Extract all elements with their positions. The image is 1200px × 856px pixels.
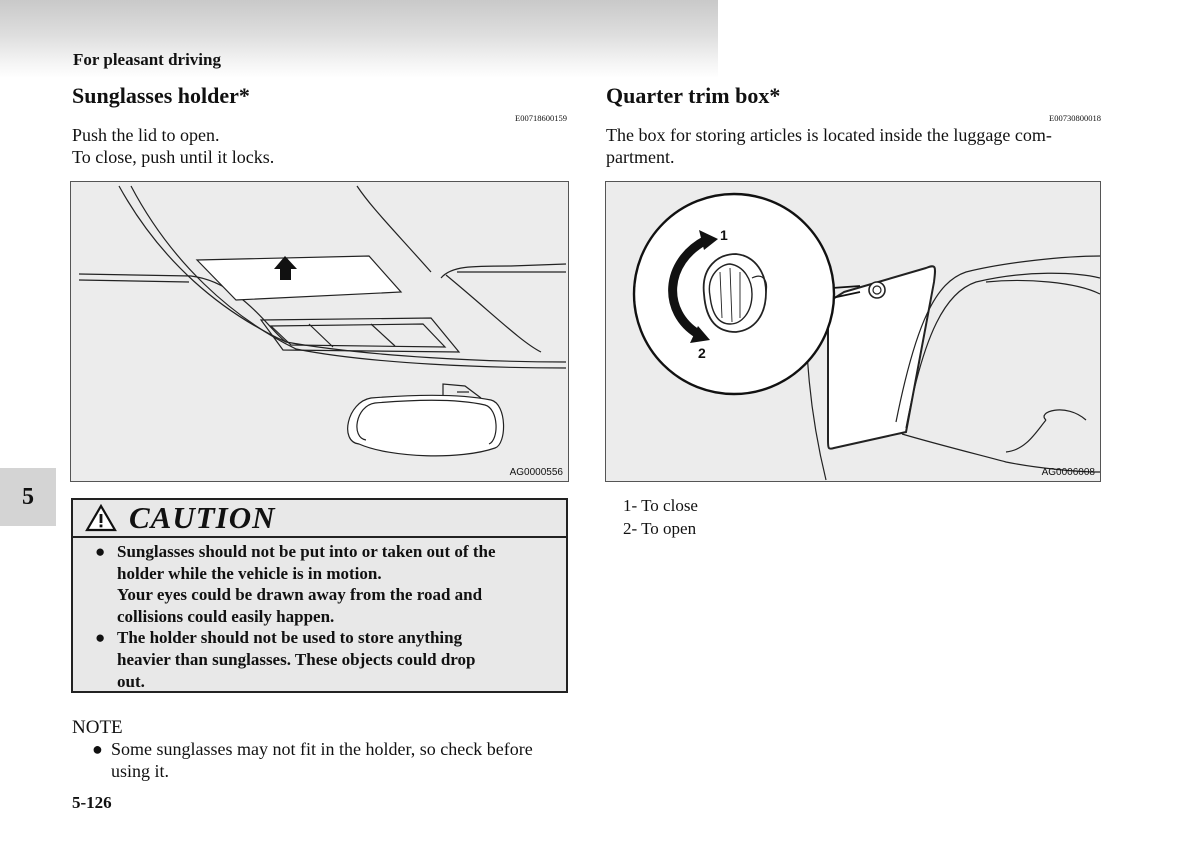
callout-2: 2 bbox=[698, 345, 706, 361]
quarter-trim-box-code: E00730800018 bbox=[1049, 113, 1101, 123]
caution-box bbox=[71, 498, 568, 693]
bullet-icon: ● bbox=[92, 739, 103, 759]
caution-item-1-line-1: Sunglasses should not be put into or taken out of the bbox=[117, 542, 496, 561]
sunglasses-holder-text bbox=[72, 124, 274, 168]
note-title: NOTE bbox=[72, 717, 123, 738]
sunglasses-holder-line-2: To close, push until it locks. bbox=[72, 147, 275, 167]
sunglasses-holder-line-1: Push the lid to open. bbox=[72, 125, 220, 145]
caution-title: CAUTION bbox=[129, 500, 276, 535]
note-item bbox=[92, 738, 570, 782]
warning-triangle-icon bbox=[85, 504, 117, 532]
chapter-tab: 5 bbox=[0, 468, 56, 526]
legend-item-open: 2- To open bbox=[623, 519, 697, 538]
page-number: 5-126 bbox=[72, 793, 112, 812]
sunglasses-holder-figure bbox=[70, 181, 569, 482]
section-label: For pleasant driving bbox=[73, 50, 221, 69]
caution-item-1-line-2: holder while the vehicle is in motion. bbox=[117, 563, 382, 583]
quarter-trim-figure-code: AG0006008 bbox=[1041, 467, 1095, 478]
note-text: Some sunglasses may not fit in the holder, so check before using it. bbox=[111, 739, 533, 781]
caution-body bbox=[73, 538, 566, 692]
legend-item-close: 1- To close bbox=[623, 496, 698, 515]
callout-1: 1 bbox=[720, 227, 728, 243]
caution-item-1-line-4: collisions could easily happen. bbox=[117, 606, 335, 626]
caution-header bbox=[73, 500, 566, 538]
bullet-icon: ● bbox=[95, 628, 106, 648]
bullet-icon: ● bbox=[95, 542, 106, 561]
quarter-trim-box-line-1: The box for storing articles is located inside the luggage com- bbox=[606, 125, 1052, 145]
caution-item-2-line-2: heavier than sunglasses. These objects could drop bbox=[117, 649, 476, 669]
caution-item bbox=[95, 541, 552, 627]
caution-item bbox=[95, 627, 552, 692]
sunglasses-holder-code: E00718600159 bbox=[515, 113, 567, 123]
quarter-trim-box-text bbox=[606, 124, 1102, 168]
caution-item-2-line-1: The holder should not be used to store anything bbox=[117, 628, 463, 648]
quarter-trim-box-figure bbox=[605, 181, 1101, 482]
quarter-trim-box-illustration bbox=[606, 182, 1100, 481]
sunglasses-figure-code: AG0000556 bbox=[509, 467, 563, 478]
sunglasses-holder-illustration bbox=[71, 182, 568, 481]
sunglasses-holder-title: Sunglasses holder* bbox=[72, 83, 250, 108]
quarter-trim-box-line-2: partment. bbox=[606, 147, 675, 167]
quarter-trim-box-title: Quarter trim box* bbox=[606, 83, 781, 108]
caution-item-1-line-3: Your eyes could be drawn away from the road and bbox=[117, 585, 483, 605]
caution-item-2-line-3: out. bbox=[117, 671, 145, 691]
